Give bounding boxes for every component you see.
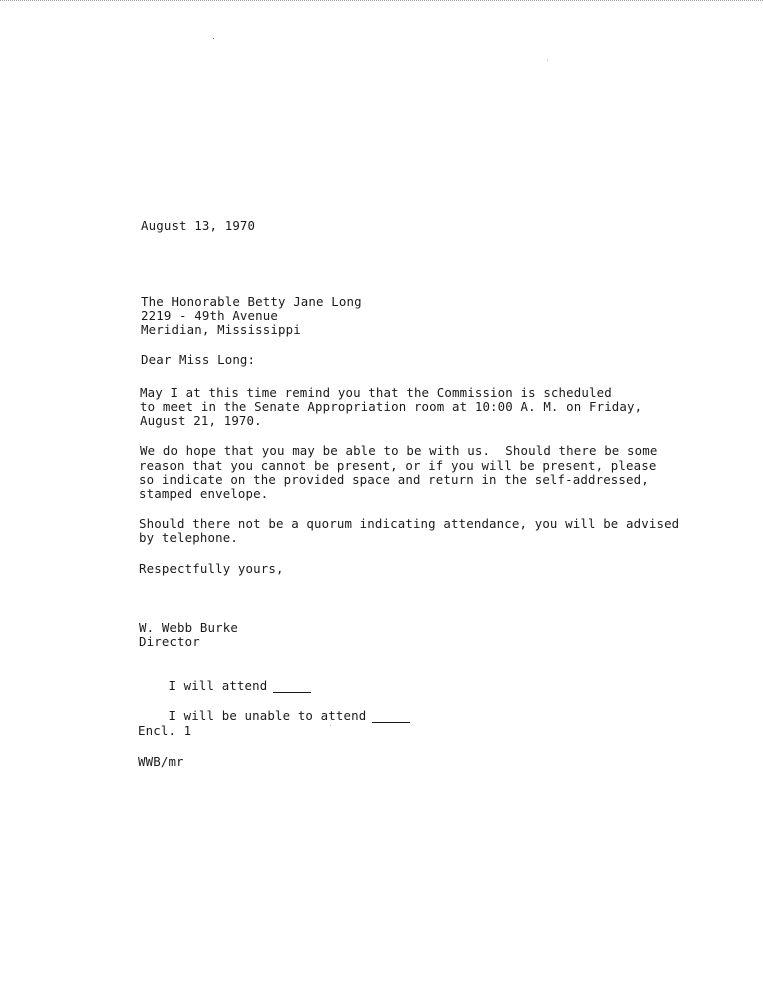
paragraph-2-line: We do hope that you may be able to be with us. Should there be some [140,443,658,458]
paragraph-1-line: May I at this time remind you that the Commission is scheduled [140,385,612,400]
paragraph-3-line: by telephone. [139,530,238,545]
signer-name: W. Webb Burke [139,620,238,635]
recipient-city: Meridian, Mississippi [141,322,301,337]
recipient-street: 2219 - 49th Avenue [141,308,278,323]
salutation: Dear Miss Long: [141,352,256,367]
reply-unable-label: I will be unable to attend [168,708,367,723]
enclosure-notation: Encl. 1 [138,723,192,738]
paragraph-2-line: so indicate on the provided space and return in the self-addressed, [139,472,649,487]
reply-attend-label: I will attend [168,678,268,693]
paragraph-2-line: reason that you cannot be present, or if you will be present, please [139,458,657,473]
reference-initials: WWB/mr [138,754,184,769]
signer-title: Director [139,634,200,649]
recipient-name: The Honorable Betty Jane Long [141,294,362,309]
paragraph-1-line: August 21, 1970. [140,413,262,428]
paragraph-1-line: to meet in the Senate Appropriation room at 10:00 A. M. on Friday, [140,399,643,414]
letter-date: August 13, 1970 [141,218,256,233]
complimentary-closing: Respectfully yours, [139,561,284,576]
unable-blank [372,721,410,723]
paragraph-2-line: stamped envelope. [139,486,269,501]
paragraph-3-line: Should there not be a quorum indicating attendance, you will be advised [139,516,680,531]
attend-blank [273,691,311,693]
